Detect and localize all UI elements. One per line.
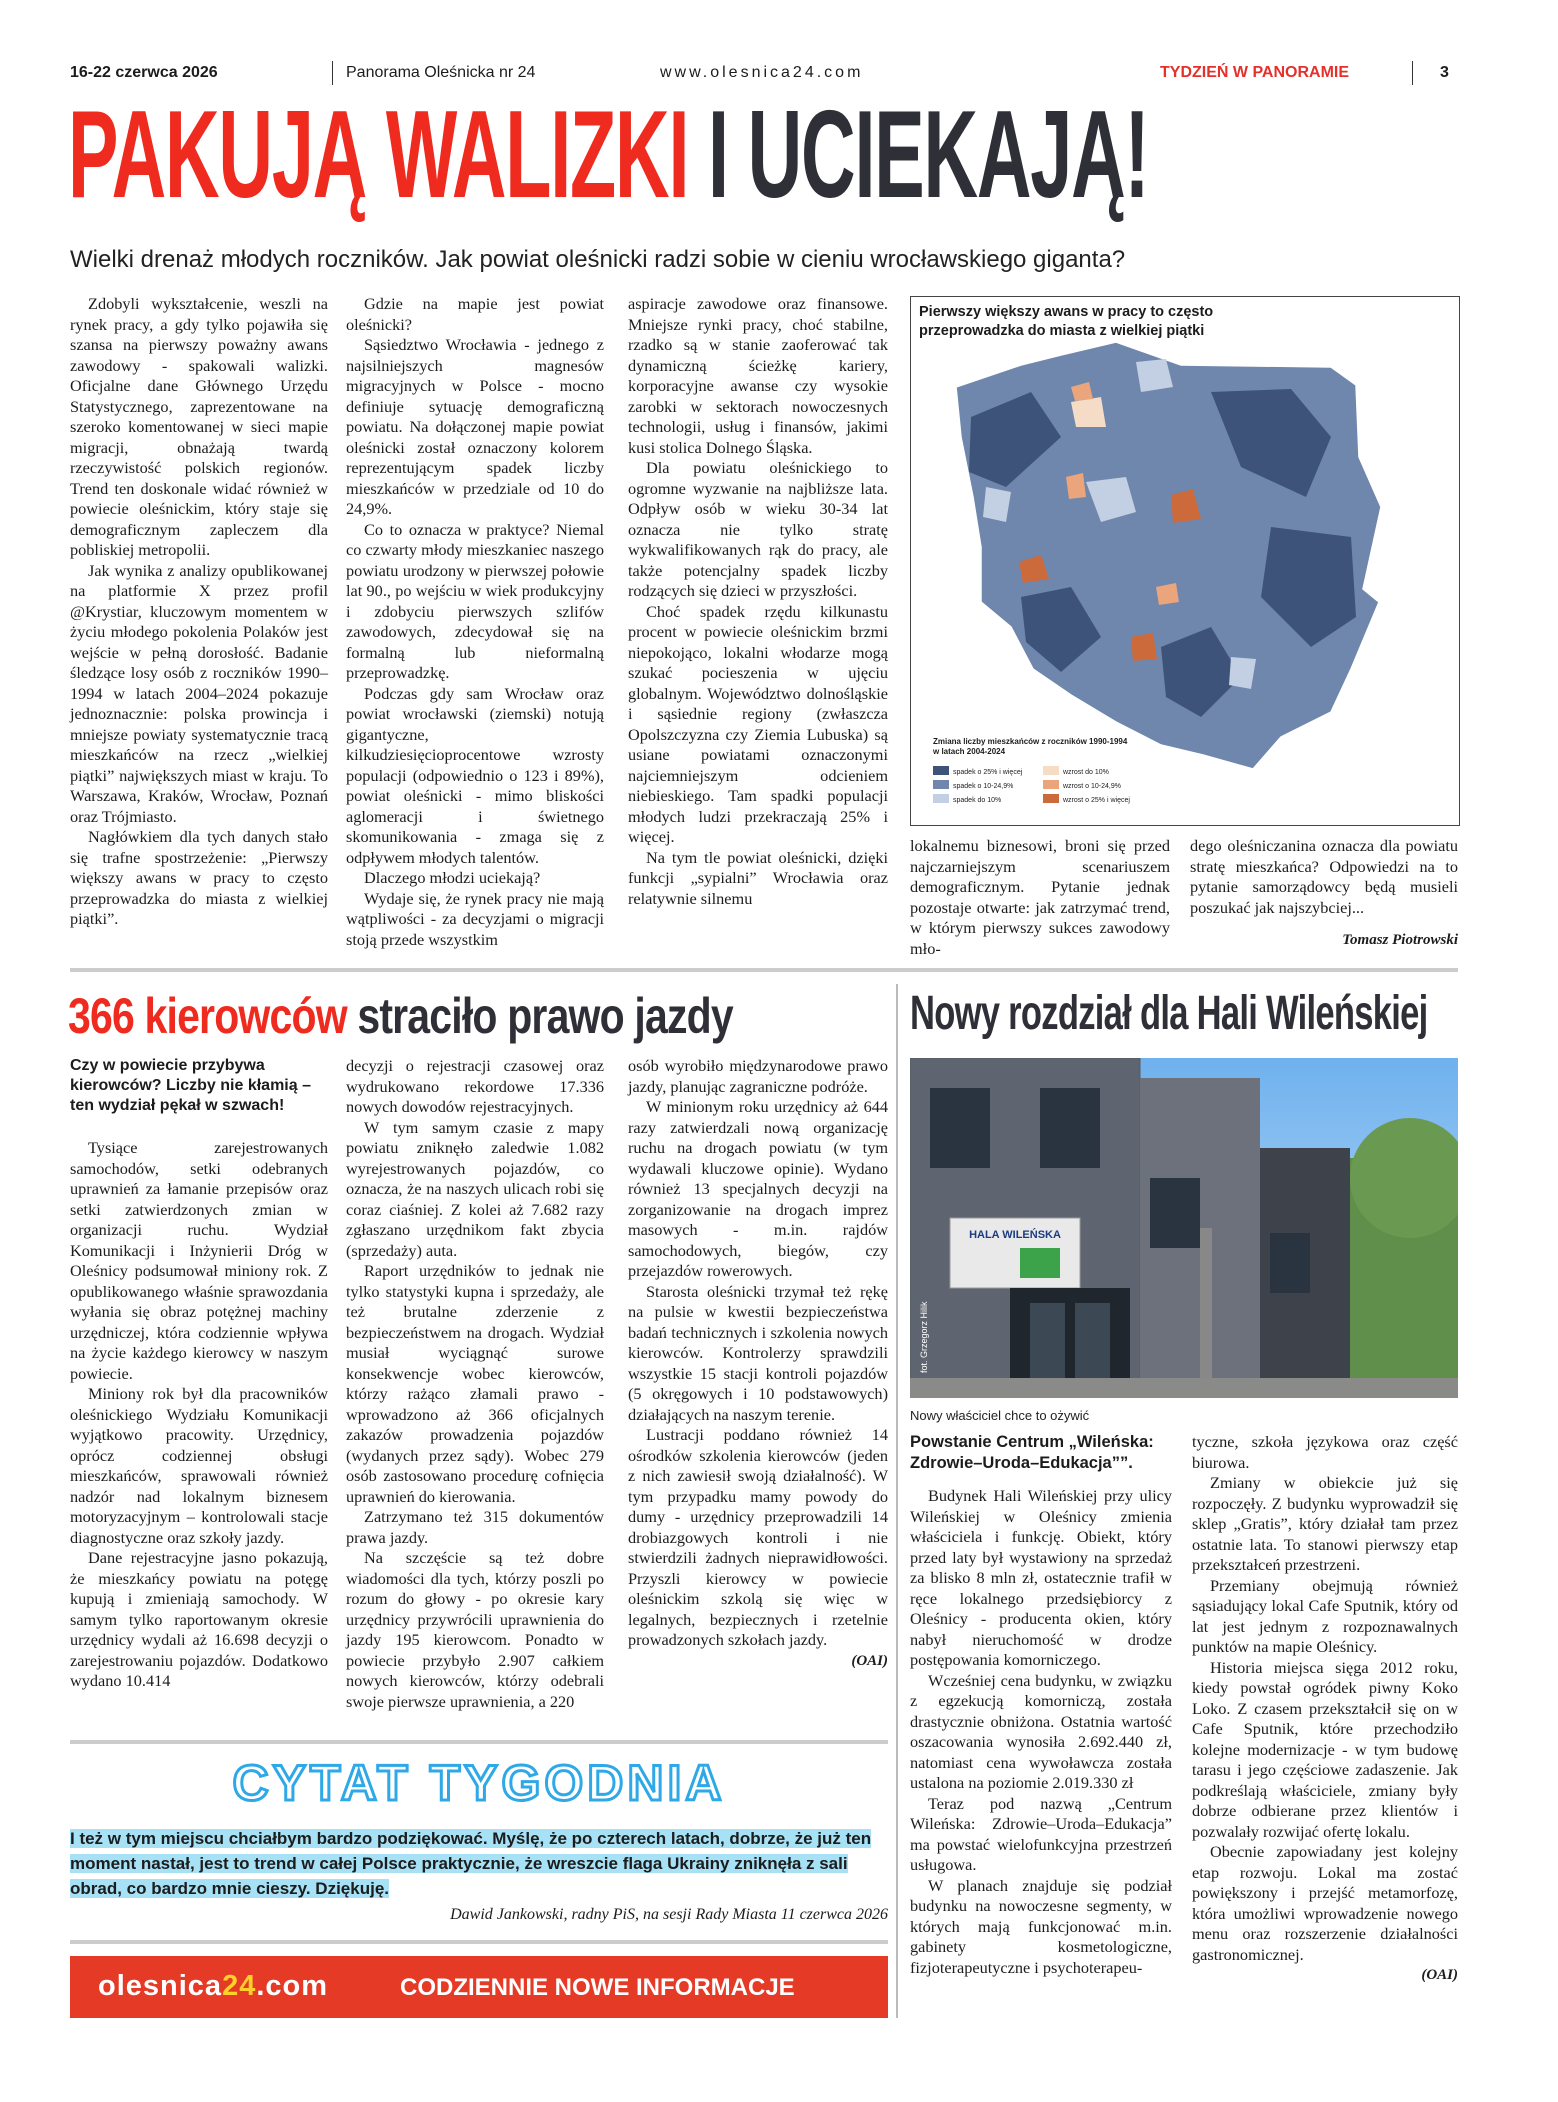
main-article-col2 <box>346 294 604 950</box>
banner-slogan: CODZIENNIE NOWE INFORMACJE <box>400 1974 795 2001</box>
quote-title: CYTAT TYGODNIA <box>232 1755 726 1811</box>
legend-swatch <box>933 794 949 803</box>
paragraph: osób wyrobiło międzynarodowe prawo jazdy, planując zagraniczne podróże. <box>628 1056 888 1096</box>
quote-attribution: Dawid Jankowski, radny PiS, na sesji Rady Miasta 11 czerwca 2026 <box>450 1906 888 1923</box>
paragraph: tyczne, szkoła językowa oraz część biurowa. <box>1192 1432 1458 1472</box>
section-title: TYDZIEŃ W PANORAMIE <box>1160 64 1350 81</box>
legend-swatch <box>1043 780 1059 789</box>
paragraph: lokalnemu biznesowi, broni się przed najczarniejszym scenariuszem demograficznym. Pytanie jednak pozostaje otwarte: jak zatrzymać trend, w którym pierwszy sukces zawodowy mło- <box>910 836 1170 958</box>
map-title: Pierwszy większy awans w pracy to często przeprowadzka do miasta z wielkiej piątki <box>919 304 1214 339</box>
paragraph: Co to oznacza w praktyce? Niemal co czwarty młody mieszkaniec naszego powiatu urodzony w pierwszej połowie lat 90., po wejściu w wiek produkcyjny i zdobyciu pierwszych szlifów zawodowych, zdecydował się na formalną lub nieformalną przeprowadzkę. <box>346 519 604 682</box>
paragraph: dego oleśniczanina oznacza dla powiatu stratę mieszkańca? Odpowiedzi na to pytanie samorządowcy będą musieli poszukać jak najszybciej... <box>1190 836 1458 917</box>
sign-element <box>1020 1248 1060 1278</box>
drivers-col3 <box>628 1056 888 1671</box>
headline-dark: straciło prawo jazdy <box>357 988 733 1044</box>
header-divider <box>332 61 333 85</box>
paragraph: decyzji o rejestracji czasowej oraz wydrukowano rekordowe 17.336 nowych dowodów rejestracyjnych. <box>346 1056 604 1116</box>
legend-item: wzrost do 10% <box>1043 761 1109 779</box>
legend-item: spadek do 10% <box>933 789 1001 807</box>
main-article-col3 <box>628 294 888 909</box>
hall-sign-text: HALA WILEŃSKA <box>969 1229 1061 1241</box>
headline-dark: I UCIEKAJĄ! <box>708 86 1149 224</box>
paragraph: Budynek Hali Wileńskiej przy ulicy Wileńskiej w Oleśnicy zmienia właściciela i funkcję. Obiekt, który przed laty był wystawiony na sprzedaż za blisko 8 mln zł, ostatecznie trafił w ręce lokalnego przedsiębiorcy z Oleśnicy - producenta okien, który nabył nieruchomość w drodze postępowania komorniczego. <box>910 1486 1172 1669</box>
section-divider <box>70 1940 888 1944</box>
migration-map <box>910 296 1460 826</box>
paragraph: Teraz pod nazwą „Centrum Wileńska: Zdrowie–Uroda–Edukacja” ma powstać wielofunkcyjna przestrzeń usługowa. <box>910 1793 1172 1874</box>
subheadline: Wielki drenaż młodych roczników. Jak powiat oleśnicki radzi sobie w cieniu wrocławskiego giganta? <box>70 246 1126 273</box>
quote-text: I też w tym miejscu chciałbym bardzo podziękować. Myślę, że po czterech latach, dobrze, że już ten moment nastał, jest to trend w całej Polsce praktycznie, że wreszcie flaga Ukrainy zniknęła z sali obrad, co bardzo mnie cieszy. Dziękuję. <box>70 1829 872 1898</box>
paragraph: Na tym tle powiat oleśnicki, dzięki funkcji „sypialni” Wrocławia oraz relatywnie silnemu <box>628 847 888 908</box>
paragraph: Sąsiedztwo Wrocławia - jednego z najsilniejszych magnesów migracyjnych w Polsce - mocno definiuje sytuację demograficzną powiatu. Na dołączonej mapie powiat oleśnicki został oznaczony kolorem reprezentującym spadek liczby mieszkańców w przedziale od 10 do 24,9%. <box>346 335 604 518</box>
window <box>1040 1088 1100 1168</box>
article-lead: Powstanie Centrum „Wileńska: Zdrowie–Uroda–Edukacja””. <box>910 1433 1154 1472</box>
main-article-col5 <box>1190 836 1458 951</box>
drivers-col2 <box>346 1056 604 1712</box>
region-shape <box>1066 473 1086 499</box>
drivers-headline <box>68 984 888 1048</box>
promo-banner[interactable] <box>70 1956 888 2018</box>
pavement <box>910 1378 1458 1398</box>
banner-site-link[interactable]: olesnica24.com <box>98 1970 329 2002</box>
page-header <box>70 58 1455 88</box>
drivers-col1 <box>70 1056 328 1692</box>
paragraph: Historia miejsca sięga 2012 roku, kiedy powstał ogródek piwny Koko Loko. Z czasem przekształcił się on w Cafe Sputnik, które przechodziło kolejne modernizacje - w tym budowę tarasu i jego częściowe zadaszenie. Jak podkreślają właściciele, zmiany były dobrze odbierane przez klientów i pozwalały rozwijać ofertę lokalu. <box>1192 1657 1458 1841</box>
legend-item: wzrost o 10-24,9% <box>1043 775 1121 793</box>
issue-number: Panorama Oleśnicka nr 24 <box>346 64 536 81</box>
paragraph: Dla powiatu oleśnickiego to ogromne wyzwanie na najbliższe lata. Odpływ osób w wieku 30-34 lat oznacza nie tylko stratę wykwalifikowanych rąk do pracy, ale także potencjalny spadek liczby rodzących się dzieci w przyszłości. <box>628 458 888 600</box>
region-shape <box>983 487 1011 522</box>
region-shape <box>1131 633 1157 661</box>
paragraph: Zmiany w obiekcie już się rozpoczęły. Z budynku wyprowadził się sklep „Gratis”, który działał tam przez ostatnie lata. To stanowi pierwszy etap przekształceń przestrzeni. <box>1192 1473 1458 1574</box>
paragraph: Podczas gdy sam Wrocław oraz powiat wrocławski (ziemski) notują gigantyczne, kilkudziesięcioprocentowe wzrosty populacji (odpowiednio o 123 i 89%), powiat oleśnicki - mimo bliskości aglomeracji i świetnego skomunikowania - zmaga się z odpływem młodych talentów. <box>346 683 604 867</box>
main-article-col4 <box>910 836 1170 959</box>
paragraph: W planach znajduje się podział budynku na nowoczesne segmenty, w których mają funkcjonować m.in. gabinety kosmetologiczne, fizjoterapeutyczne i psychoterapeu- <box>910 1875 1172 1977</box>
hall-col1 <box>910 1432 1172 1978</box>
window <box>1270 1233 1310 1293</box>
paragraph: Dlaczego młodzi uciekają? <box>364 868 541 887</box>
paragraph: Zatrzymano też 315 dokumentów prawa jazdy. <box>346 1507 604 1547</box>
paragraph: Przemiany obejmują również sąsiadujący lokal Cafe Sputnik, który od lat jest jednym z rozpoznawalnych punktów na mapie Oleśnicy. <box>1192 1575 1458 1656</box>
paragraph: Starosta oleśnicki trzymał też rękę na pulsie w kwestii bezpieczeństwa badań technicznych i szkolenia nowych kierowców. Kontrolerzy sprawdzili wszystkie 15 stacji kontroli pojazdów (5 okręgowych i 10 podstawowych) działających na naszym terenie. <box>628 1281 888 1424</box>
photo-caption: Nowy właściciel chce to ożywić <box>910 1408 1090 1423</box>
headline-red: 366 kierowców <box>68 988 347 1044</box>
legend-item: spadek o 10-24,9% <box>933 775 1013 793</box>
paragraph: Na szczęście są też dobre wiadomości dla tych, którzy poszli po rozum do głowy - po okresie kary urzędnicy przywrócili uprawnienia do jazdy 195 kierowcom. Ponadto w powiecie przybyło 2.907 całkiem nowych kierowców, którzy odebrali swoje pierwsze uprawnienia, a 220 <box>346 1548 604 1711</box>
map-legend <box>933 761 1223 811</box>
paragraph: Nagłówkiem dla tych danych stało się trafne spostrzeżenie: „Pierwszy większy awans w pracy to często przeprowadzka do miasta z wielkiej piątki”. <box>70 827 328 928</box>
paragraph: Tysiące zarejestrowanych samochodów, setki odebranych uprawnień za łamanie przepisów oraz setki zatwierdzonych zmian w organizacji ruchu. Wydział Komunikacji i Inżynierii Dróg w Oleśnicy podsumował miniony rok. Z opublikowanego właśnie sprawozdania wyłania się obraz potężnej machiny urzędniczej, która codziennie wpływa na życie każdego kierowcy w naszym powiecie. <box>70 1138 328 1383</box>
paragraph: Gdzie na mapie jest powiat oleśnicki? <box>346 294 604 334</box>
article-signature: (OAI) <box>1421 1967 1458 1983</box>
issue-date: 16-22 czerwca 2026 <box>70 64 218 81</box>
header-divider <box>1412 61 1413 85</box>
column-divider <box>896 984 898 2018</box>
article-signature: (OAI) <box>851 1652 888 1669</box>
paragraph: Obecnie zapowiadany jest kolejny etap rozwoju. Lokal ma zostać powiększony i przejść metamorfozę, która umożliwi wprowadzenie nowego menu oraz rozszerzenie działalności gastronomicznej. <box>1192 1842 1458 1964</box>
section-divider <box>70 1740 888 1744</box>
pole <box>1200 1228 1212 1398</box>
photo-credit: fot. Grzegorz Hilik <box>919 1301 929 1373</box>
article-author: Tomasz Piotrowski <box>1342 932 1458 948</box>
paragraph: Dane rejestracyjne jasno pokazują, że mieszkańcy powiatu na potęgę kupują i zmieniają samochody. W samym tylko raportowanym okresie urzędnicy wydali aż 16.698 decyzji o zarejestrowaniu pojazdów. Dodatkowo wydano 10.414 <box>70 1548 328 1690</box>
paragraph: W minionym roku urzędnicy aż 644 razy zatwierdzali nową organizację ruchu na drogach powiatu (w tym wydawali kluczowe opinie). Wydano również 13 specjalnych decyzji na zorganizowanie na drogach imprez masowych - m.in. rajdów samochodowych, biegów, czy przejazdów rowerowych. <box>628 1097 888 1280</box>
legend-item: wzrost o 25% i więcej <box>1043 789 1130 807</box>
website-link[interactable]: www.olesnica24.com <box>660 64 864 81</box>
paragraph: Lustracji poddano również 14 ośrodków szkolenia kierowców (jeden z nich zawiesił swoją działalność). W tym przypadku mamy powody do dumy - urzędnicy przeprowadzili 14 drobiazgowych kontroli i nie stwierdzili żadnych nieprawidłowości. Przyszli kierowcy w powiecie oleśnickim szkolą się więc w legalnych, bezpiecznych i rzetelnie prowadzonych szkołach jazdy. <box>628 1425 888 1649</box>
paragraph: Miniony rok był dla pracowników oleśnickiego Wydziału Komunikacji wyjątkowo pracowity. Urzędnicy, oprócz codziennej obsługi mieszkańców, sprawowali również nadzór nad lokalnym biznesem motoryzacyjnym – kontrolowali stacje diagnostyczne oraz szkoły jazdy. <box>70 1384 328 1547</box>
paragraph: Zdobyli wykształcenie, weszli na rynek pracy, a gdy tylko pojawiła się szansa na pierwszy poważny awans zawodowy - spakowali walizki. Oficjalne dane Głównego Urzędu Statystycznego, zaprezentowane na szeroko komentowanej w sieci mapie migracji, obnażają twardą rzeczywistość polskich regionów. Trend ten doskonale widać również w powiecie oleśnickim, który staje się demograficznym zapleczem dla pobliskiej metropolii. <box>70 294 328 559</box>
window <box>930 1088 990 1168</box>
main-headline <box>68 86 1468 224</box>
region-shape <box>1071 397 1106 427</box>
paragraph: Wydaje się, że rynek pracy nie mają wątpliwości - za decyzjami o migracji stoją przede wszystkim <box>346 888 604 949</box>
paragraph: aspiracje zawodowe oraz finansowe. Mniejsze rynki pracy, choć stabilne, rzadko są w stanie zaoferować tak dynamiczną ścieżkę kariery, korporacyjne awanse czy wysokie zarobki w sektorach nowoczesnych technologii, usług i finansów, jakimi kusi stolica Dolnego Śląska. <box>628 294 888 457</box>
map-legend-title: Zmiana liczby mieszkańców z roczników 1990-1994 w latach 2004-2024 <box>933 737 1128 756</box>
paragraph: Jak wynika z analizy opublikowanej na platformie X przez profil @Krystiar, kluczowym momentem w życiu młodego pokolenia Polaków jest wejście w pełną dorosłość. Badanie śledzące losy osób z roczników 1990–1994 w latach 2004–2024 pokazuje jednoznacznie: polska prowincja i mniejsze powiaty systematycznie tracą mieszkańców na rzecz „wielkiej piątki” największych miast w kraju. To Warszawa, Kraków, Wrocław, Poznań oraz Trójmiasto. <box>70 560 328 826</box>
legend-swatch <box>1043 794 1059 803</box>
legend-swatch <box>933 766 949 775</box>
hall-photo <box>910 1058 1458 1398</box>
headline-red: PAKUJĄ WALIZKI <box>68 86 689 224</box>
paragraph: W tym samym czasie z mapy powiatu zniknęło zaledwie 1.082 wyrejestrowanych pojazdów, co oznacza, że na naszych ulicach robi się coraz ciaśniej. Z kolei aż 7.682 razy zgłaszano urzędnikom fakt zbycia (sprzedaży) auta. <box>346 1117 604 1260</box>
section-divider <box>70 968 1458 972</box>
paragraph: Raport urzędników to jednak nie tylko statystyki kupna i sprzedaży, ale też brutalne zderzenie z bezpieczeństwem na drogach. Wydział musiał wyciągnąć surowe konsekwencje wobec kierowców, którzy rażąco złamali prawo - wprowadzono aż 366 oficjalnych zakazów prowadzenia pojazdów (wydanych przez sądy). Wobec 279 osób zastosowano procedurę cofnięcia uprawnień do kierowania. <box>346 1261 604 1506</box>
legend-item: spadek o 25% i więcej <box>933 761 1022 779</box>
article-lead: Czy w powiecie przybywa kierowców? Liczby nie kłamią – ten wydział pękał w szwach! <box>70 1057 311 1114</box>
hall-headline-box <box>910 982 1470 1046</box>
hall-building-image <box>910 1058 1458 1398</box>
window <box>1150 1178 1200 1248</box>
hall-headline: Nowy rozdział dla Hali Wileńskiej <box>910 987 1428 1040</box>
paragraph: Choć spadek rzędu kilkunastu procent w powiecie oleśnickim brzmi niepokojąco, lokalni włodarze mogą szukać pocieszenia w ujęciu globalnym. Województwo dolnośląskie i sąsiednie regiony (zwłaszcza Opolszczyzna czy Ziemia Lubuska) są usiane powiatami oznaczonymi najciemniejszym odcieniem niebieskiego. Tam spadki populacji młodych ludzi przekraczają 25% i więcej. <box>628 601 888 846</box>
hall-col2 <box>1192 1432 1458 1986</box>
paragraph: Wcześniej cena budynku, w związku z egzekucją komorniczą, została drastycznie obniżona. Ostatnia wartość oszacowania wynosiła 2.692.440 zł, natomiast cena wywoławcza została ustalona na poziomie 2.019.330 zł <box>910 1670 1172 1792</box>
page-number: 3 <box>1440 64 1449 81</box>
main-article-col1 <box>70 294 328 930</box>
legend-swatch <box>1043 766 1059 775</box>
legend-swatch <box>933 780 949 789</box>
